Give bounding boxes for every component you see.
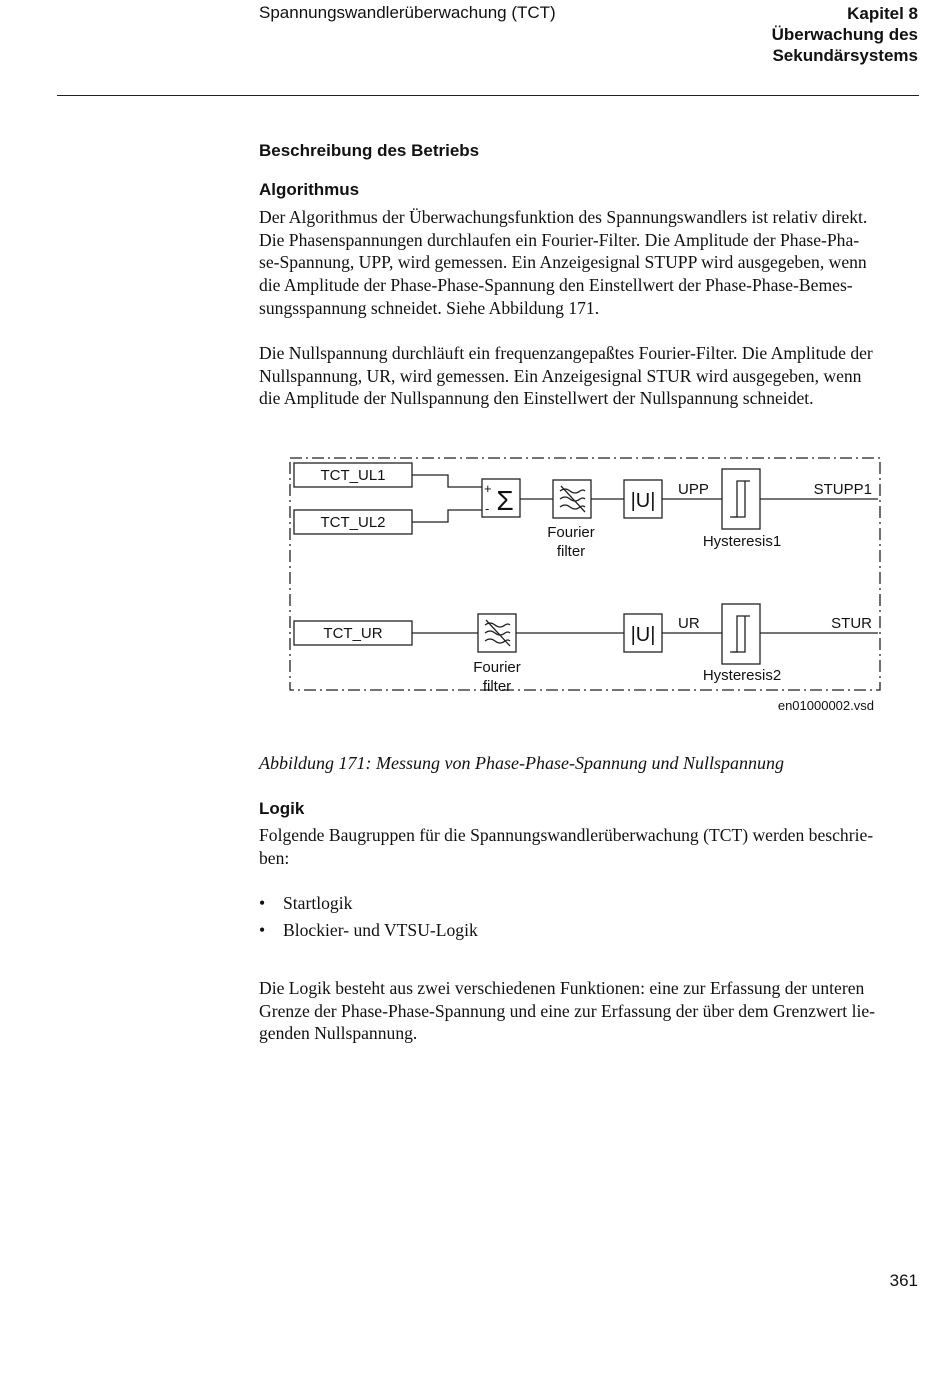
input-label-ur: TCT_UR — [323, 625, 383, 642]
fourier-filter-block-1 — [553, 480, 591, 518]
text-line: sungsspannung schneidet. Siehe Abbildung 171. — [259, 297, 600, 318]
text-line: Die Nullspannung durchläuft ein frequenzangepaßtes Fourier-Filter. Die Amplitude der — [259, 343, 873, 363]
text-line: ben: — [259, 847, 290, 868]
chapter-heading — [772, 3, 918, 66]
header-divider — [57, 95, 919, 96]
list-item-text: Startlogik — [283, 893, 353, 913]
signal-label-ur: UR — [678, 615, 700, 632]
bullet-list — [259, 890, 478, 944]
fourier-label-1-line2: filter — [556, 543, 586, 560]
chapter-title-line1: Überwachung des — [771, 25, 918, 44]
fourier-label-2-line1: Fourier — [473, 659, 521, 676]
figure-caption: Abbildung 171: Messung von Phase-Phase-Spannung und Nullspannung — [259, 753, 784, 773]
function-block-frame — [290, 458, 880, 690]
wire-ul2-to-sum — [412, 510, 482, 522]
text-line: se-Spannung, UPP, wird gemessen. Ein Anzeigesignal STUPP wird ausgegeben, wenn — [259, 252, 867, 273]
text-line: Der Algorithmus der Überwachungsfunktion des Spannungswandlers ist relativ direkt. — [259, 207, 868, 227]
text-line: Folgende Baugruppen für die Spannungswandlerüberwachung (TCT) werden beschrie- — [259, 825, 874, 845]
output-label-stur: STUR — [831, 615, 872, 632]
section-heading-operation: Beschreibung des Betriebs — [259, 141, 480, 160]
text-line: Nullspannung, UR, wird gemessen. Ein Anzeigesignal STUR wird ausgegeben, wenn — [259, 365, 862, 386]
text-line: Die Phasenspannungen durchlaufen ein Fourier-Filter. Die Amplitude der Phase-Pha- — [259, 229, 860, 250]
fourier-filter-block-2 — [478, 614, 516, 652]
bullet-icon: • — [259, 920, 266, 940]
text-line: die Amplitude der Phase-Phase-Spannung den Einstellwert der Phase-Phase-Bemes- — [259, 275, 853, 296]
logic-paragraph — [259, 824, 919, 869]
list-item — [259, 890, 478, 917]
abs-symbol-1: |U| — [630, 490, 656, 512]
running-header-title: Spannungswandlerüberwachung (TCT) — [259, 3, 556, 22]
list-item — [259, 917, 478, 944]
text-line: genden Nullspannung. — [259, 1023, 418, 1044]
subheading-logic: Logik — [259, 799, 305, 818]
fourier-label-2-line2: filter — [482, 678, 512, 695]
abs-symbol-2: |U| — [630, 624, 656, 646]
page-number: 361 — [889, 1271, 918, 1290]
hysteresis-block-1 — [722, 469, 760, 529]
sigma-symbol: Σ — [496, 485, 514, 516]
text-line: die Amplitude der Nullspannung den Einstellwert der Nullspannung schneidet. — [259, 388, 814, 409]
hysteresis-curve-icon — [733, 616, 745, 652]
input-label-ul1: TCT_UL1 — [320, 467, 386, 484]
closing-paragraph — [259, 977, 919, 1045]
plus-sign: + — [484, 481, 492, 496]
hysteresis2-label: Hysteresis2 — [702, 667, 782, 684]
signal-label-upp: UPP — [678, 481, 709, 498]
text-line: Grenze der Phase-Phase-Spannung und eine zur Erfassung der über dem Grenzwert lie- — [259, 1000, 876, 1021]
hysteresis-block-2 — [722, 604, 760, 664]
fourier-label-1-line1: Fourier — [547, 524, 595, 541]
chapter-number: Kapitel 8 — [847, 4, 918, 23]
minus-sign: - — [485, 501, 490, 516]
algorithm-paragraph-2 — [259, 342, 919, 410]
wire-ul1-to-sum — [412, 475, 482, 487]
hysteresis-curve-icon — [733, 481, 745, 517]
hysteresis1-label: Hysteresis1 — [702, 533, 782, 550]
voltage-measurement-diagram — [270, 445, 900, 725]
output-label-stupp1: STUPP1 — [813, 481, 872, 498]
bullet-icon: • — [259, 893, 266, 913]
list-item-text: Blockier- und VTSU-Logik — [283, 920, 478, 940]
algorithm-paragraph-1 — [259, 206, 919, 320]
hysteresis-curve-icon — [730, 616, 750, 652]
input-label-ul2: TCT_UL2 — [320, 514, 386, 531]
hysteresis-curve-icon — [730, 481, 750, 517]
diagram-file-name: en01000002.vsd — [777, 698, 874, 713]
text-line: Die Logik besteht aus zwei verschiedenen Funktionen: eine zur Erfassung der unteren — [259, 978, 865, 998]
subheading-algorithm: Algorithmus — [259, 180, 360, 199]
chapter-title-line2: Sekundärsystems — [772, 46, 918, 65]
